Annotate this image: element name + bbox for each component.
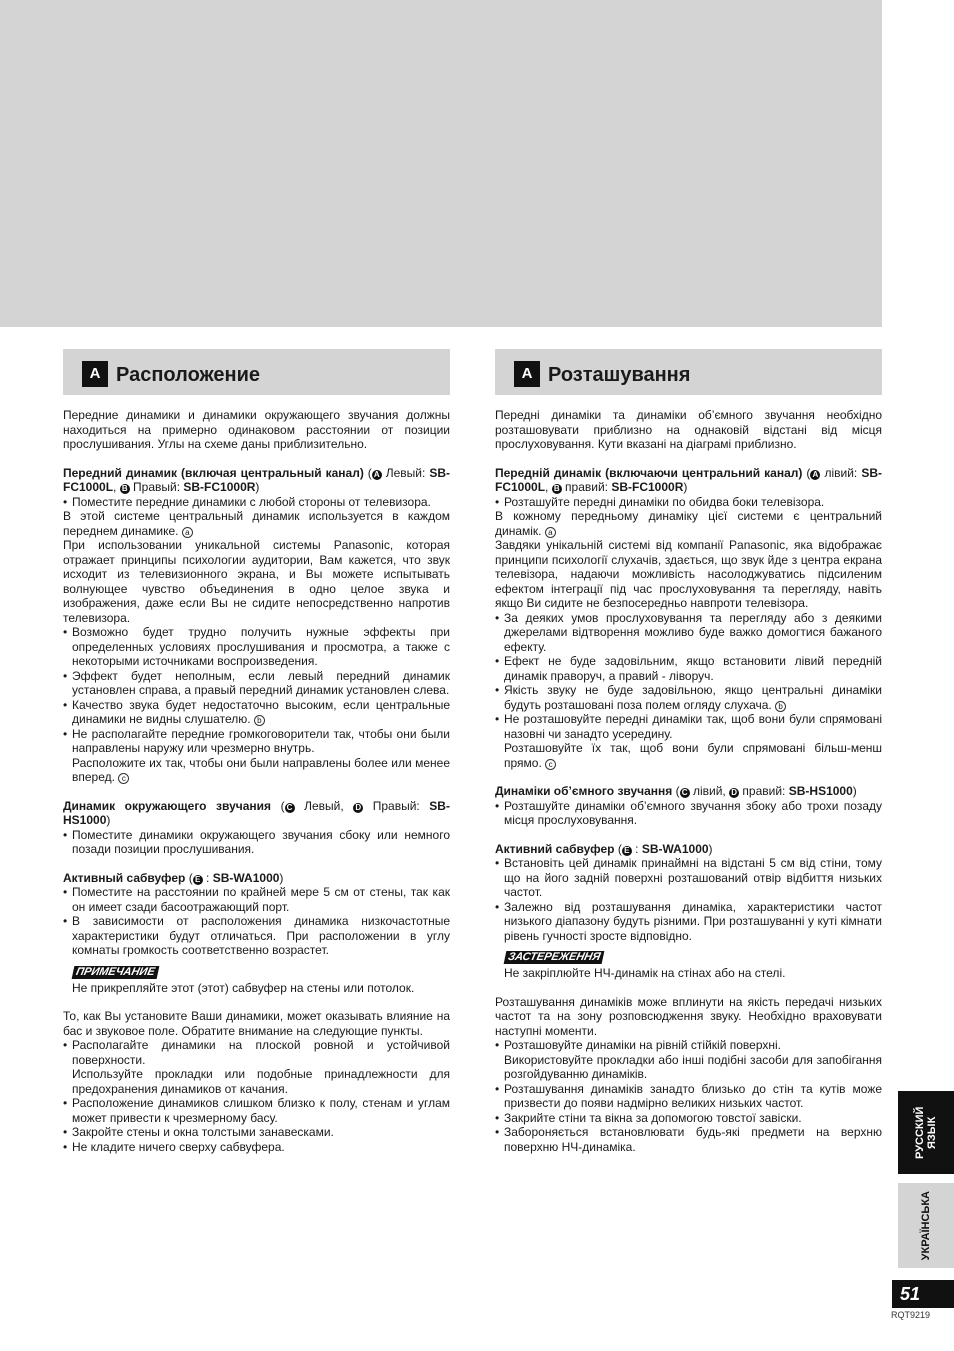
page-number: 51 (892, 1280, 954, 1308)
section-badge: A (514, 361, 540, 387)
circle-b-icon: B (552, 484, 562, 494)
intro-text: Передні динаміки та динаміки об’ємного звучання необхідно розташовувати приблизно на однаковій відстані від місця прослуховування. Кути вказані на діаграмі приблизно. (495, 408, 882, 451)
list-item: • Поместите передние динамики с любой стороны от телевизора. (63, 495, 450, 510)
circle-d-icon: D (353, 803, 363, 813)
russian-column (63, 349, 450, 1154)
list-item: • Ефект не буде задовільним, якщо встановити лівий передній динамік праворуч, а правий - ліворуч. (495, 654, 882, 683)
document-code: RQT9219 (891, 1310, 931, 1320)
ref-marker: a (182, 527, 193, 538)
list-item: • Розташуйте передні динаміки по обидва боки телевізора. (495, 495, 882, 510)
ref-marker: a (545, 527, 556, 538)
language-tab-russian[interactable] (898, 1091, 954, 1174)
list-item: • Закрийте стіни та вікна за допомогою товстої завіски. (495, 1111, 882, 1126)
section-title: Розташування (548, 363, 691, 386)
front-speaker-heading: Передній динамік (включаючи центральний канал) ( A лівий: SB-FC1000L, B правий: SB-FC1000R) (495, 465, 882, 494)
ref-marker: b (775, 701, 786, 712)
list-item: • Встановіть цей динамік принаймні на відстані 5 см від стіни, тому що на його задній поверхні розташований отвір відбиття низьких частот. (495, 856, 882, 900)
section-header-uk (495, 349, 882, 395)
tab-label: РУССКИЙ ЯЗЫК (914, 1106, 938, 1159)
ref-marker: c (545, 759, 556, 770)
tab-label: УКРАЇНСЬКА (920, 1190, 932, 1261)
paragraph: В кожному передньому динаміку цієї системи є центральний динамік. a (495, 509, 882, 538)
list-item: • Розташуйте динаміки об’ємного звучання збоку або трохи позаду місця прослуховування. (495, 799, 882, 828)
note-tag: ПРИМЕЧАНИЕ (72, 966, 159, 979)
list-item: • Поместите на расстоянии по крайней мере 5 см от стены, так как он имеет сзади басоотражающий порт. (63, 885, 450, 914)
circle-e-icon: E (193, 875, 203, 885)
list-item: • Располагайте динамики на плоской ровной и устойчивой поверхности. (63, 1038, 450, 1067)
circle-c-icon: C (680, 788, 690, 798)
ref-marker: b (254, 715, 265, 726)
section-header-ru (63, 349, 450, 395)
list-item: • За деяких умов прослуховування та перегляду або з деякими джерелами відтворення можливо буде важко домогтися бажаного ефекту. (495, 611, 882, 655)
paragraph: При использовании уникальной системы Panasonic, которая отражает принципы психологии аудитории, Вам кажется, что звук исходит из телевизионного экрана, и Вы можете испытывать волнующее чувство объединения в одно целое звука и изображения, даже если Вы не сидите непосредственно напротив телевизора. (63, 538, 450, 625)
ref-marker: c (118, 773, 129, 784)
list-item: • Якість звуку не буде задовільною, якщо центральні динаміки будуть розташовані поза полем огляду слухача. b (495, 683, 882, 712)
circle-a-icon: A (372, 470, 382, 480)
surround-speaker-heading: Динаміки об’ємного звучання ( C лівий, D правий: SB-HS1000) (495, 784, 857, 798)
subwoofer-heading: Активний сабвуфер ( E : SB-WA1000) (495, 841, 713, 856)
list-item: • Закройте стены и окна толстыми занавесками. (63, 1125, 450, 1140)
circle-d-icon: D (729, 788, 739, 798)
circle-b-icon: B (120, 484, 130, 494)
list-item: • Поместите динамики окружающего звучания сбоку или немного позади позиции прослушивания. (63, 828, 450, 857)
language-tab-ukrainian[interactable] (898, 1183, 954, 1268)
circle-a-icon: A (810, 470, 820, 480)
ukrainian-column (495, 349, 882, 1154)
circle-e-icon: E (622, 846, 632, 856)
paragraph: Используйте прокладки или подобные принадлежности для предохранения динамиков от качания. (72, 1067, 450, 1096)
paragraph: Використовуйте прокладки або інші подібні засоби для запобігання розгойдуванню динаміків. (504, 1052, 882, 1081)
list-item: • Розташування динаміків занадто близько до стін та кутів може призвести до появи надмірно великих низьких частот. (495, 1082, 882, 1111)
paragraph: Розташування динаміків може вплинути на якість передачі низьких частот та на зону розповсюдження звуку. Необхідно враховувати наступні моменти. (495, 994, 882, 1038)
paragraph: В этой системе центральный динамик используется в каждом переднем динамике. a (63, 509, 450, 538)
list-item: • Не кладите ничего сверху сабвуфера. (63, 1140, 450, 1155)
subwoofer-heading: Активный сабвуфер ( E : SB-WA1000) (63, 870, 284, 885)
circle-c-icon: C (285, 803, 295, 813)
front-speaker-heading: Передний динамик (включая центральный канал) ( A Левый: SB-FC1000L, B Правый: SB-FC1000R) (63, 465, 450, 494)
list-item: • Эффект будет неполным, если левый передний динамик установлен справа, а правый передний динамик установлен слева. (63, 669, 450, 698)
list-item: • Залежно від розташування динаміка, характеристики частот низького діапазону будуть різними. При розташуванні у куті кімнати рівень гучності зросте відповідно. (495, 900, 882, 944)
list-item: • Не располагайте передние громкоговорители так, чтобы они были направлены наружу или чрезмерно внутрь. (63, 727, 450, 756)
list-item: • Возможно будет трудно получить нужные эффекты при определенных условиях прослушивания и просмотра, а также с некоторыми источниками воспроизведения. (63, 625, 450, 669)
list-item: • Розташовуйте динаміки на рівній стійкій поверхні. (495, 1038, 882, 1053)
diagram-placeholder (0, 0, 882, 327)
surround-speaker-heading: Динамик окружающего звучания ( C Левый, D Правый: SB-HS1000) (63, 798, 450, 827)
paragraph: Завдяки унікальній системі від компанії Panasonic, яка відображає принципи психології слухачів, здається, що звук йде з центра екрана телевізора, надаючи можливість насолоджуватись підсиленим ефектом інтеграції під час прослуховування та перегляду, навіть якщо Ви сидите не безпосередньо навпроти телевізора. (495, 538, 882, 610)
note-text: Не закріплюйте НЧ-динамік на стінах або на стелі. (504, 966, 786, 980)
list-item: • Качество звука будет недостаточно высоким, если центральные динамики не видны слушателю. b (63, 698, 450, 727)
paragraph: Расположите их так, чтобы они были направлены более или менее вперед. c (72, 755, 450, 784)
list-item: • Не розташовуйте передні динаміки так, щоб вони були спрямовані назовні чи занадто усередину. (495, 712, 882, 741)
list-item: • Забороняється встановлювати будь-які предмети на верхню поверхню НЧ-динаміка. (495, 1125, 882, 1154)
note-tag: ЗАСТЕРЕЖЕННЯ (504, 951, 605, 964)
paragraph: Розташовуйте їх так, щоб вони були спрямовані більш-менш прямо. c (504, 741, 882, 770)
section-badge: A (82, 361, 108, 387)
section-title: Расположение (116, 363, 261, 386)
paragraph: То, как Вы установите Ваши динамики, может оказывать влияние на бас и звуковое поле. Обратите внимание на следующие пункты. (63, 1009, 450, 1038)
list-item: • Расположение динамиков слишком близко к полу, стенам и углам может привести к чрезмерному басу. (63, 1096, 450, 1125)
intro-text: Передние динамики и динамики окружающего звучания должны находиться на примерно одинаковом расстоянии от позиции прослушивания. Углы на схеме даны приблизительно. (63, 408, 450, 451)
note-text: Не прикрепляйте этот (этот) сабвуфер на стены или потолок. (72, 980, 415, 995)
list-item: • В зависимости от расположения динамика низкочастотные характеристики будут отличаться. При расположении в углу комнаты громкость соответственно возрастет. (63, 914, 450, 958)
